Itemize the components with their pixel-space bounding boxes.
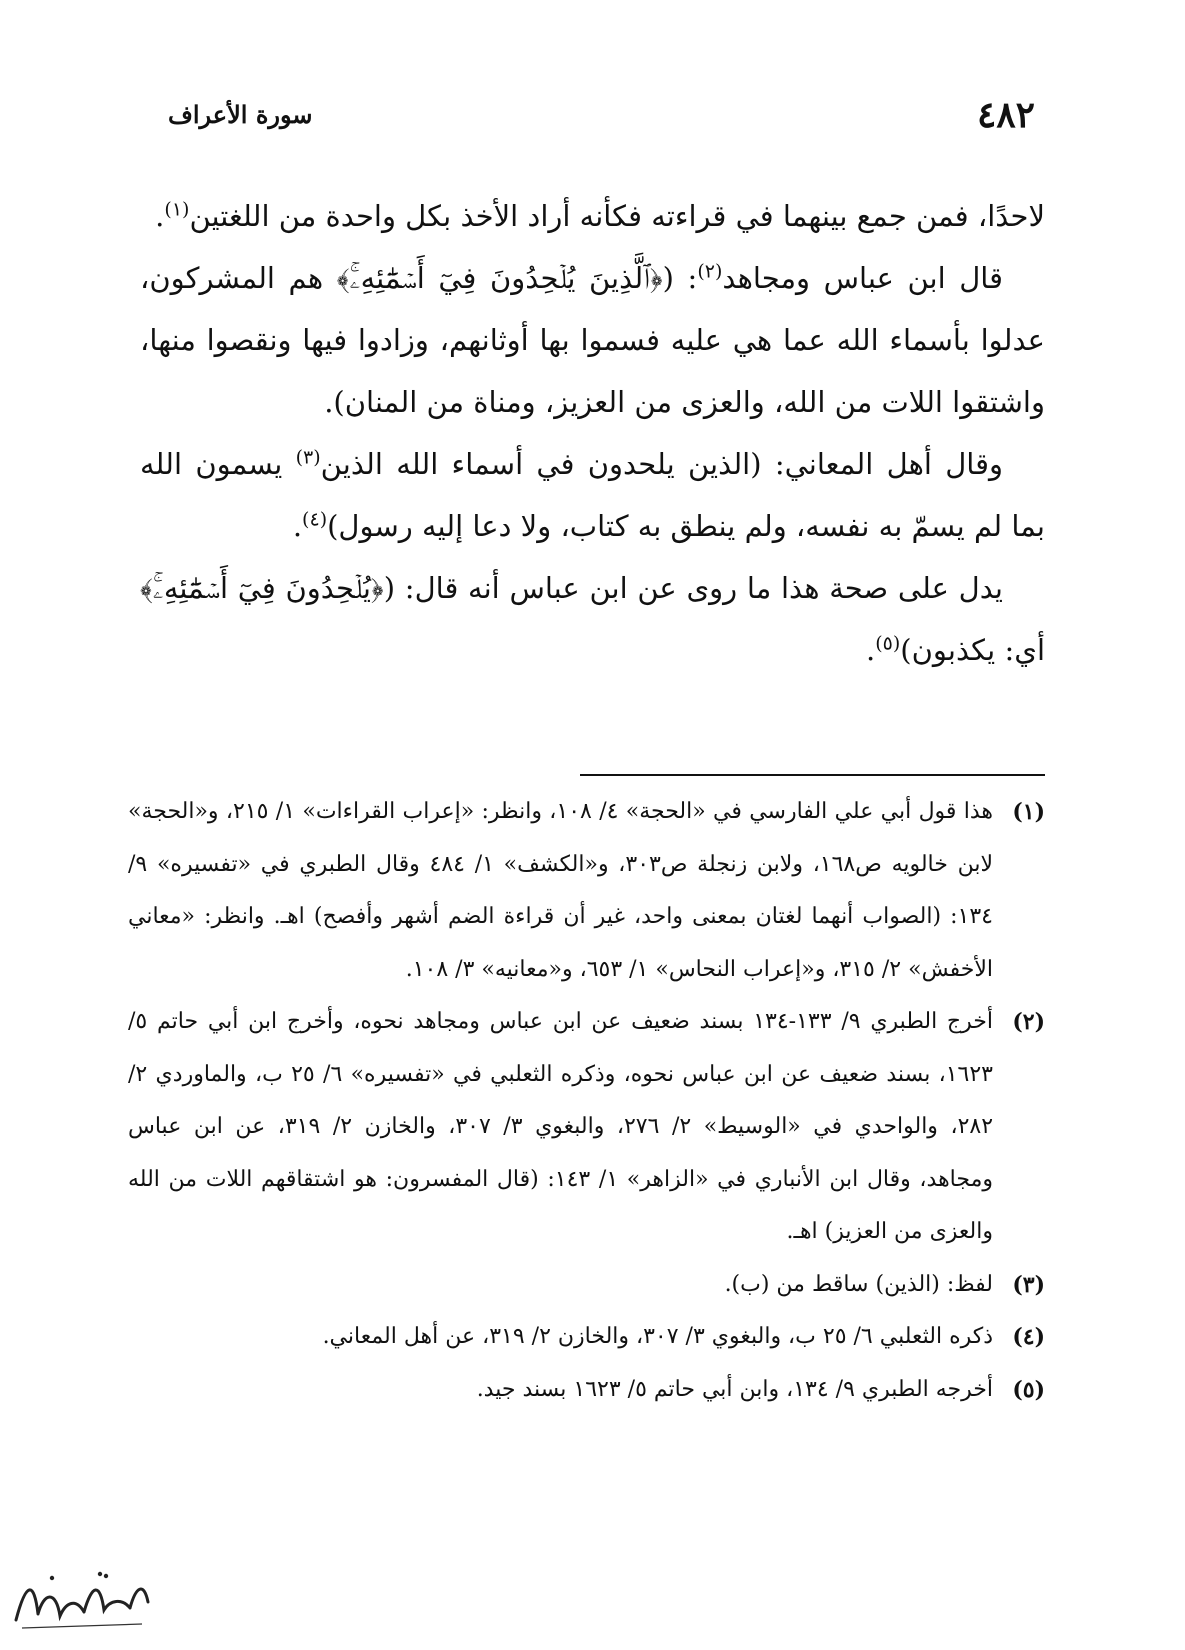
footnote-ref-1: (١)	[164, 198, 190, 221]
paragraph-2-colon: : (	[662, 261, 698, 295]
footnote-ref-2: (٢)	[697, 260, 723, 283]
paragraph-2-start: قال ابن عباس ومجاهد	[722, 261, 1004, 295]
footnote-text: أخرج الطبري ٩/ ١٣٣-١٣٤ بسند ضعيف عن ابن عباس ومجاهد نحوه، وأخرج ابن أبي حاتم ٥/ ١٦٢٣، بسند ضعيف عن ابن عباس نحوه، وذكره الثعلبي في «تفسيره» ٦/ ٢٥ ب، والماوردي ٢/ ٢٨٢، والواحدي في «الوسيط» ٢/ ٢٧٦، والبغوي ٣/ ٣٠٧، والخازن ٢/ ٣١٩، عن ابن عباس ومجاهد، وقال ابن الأنباري في «الزاهر» ١/ ١٤٣: (قال المفسرون: هو اشتقاقهم اللات من الله والعزى من العزيز) اهـ.	[128, 1009, 994, 1244]
quran-verse-2: ﴿يُلۡحِدُونَ فِيٓ أَسۡمَٰٓئِهِۦۚ﴾	[140, 571, 384, 605]
footnote-4	[128, 1311, 1045, 1364]
quran-verse-1: ﴿ٱلَّذِينَ يُلۡحِدُونَ فِيٓ أَسۡمَٰٓئِهِۦۚ﴾	[336, 261, 663, 295]
footnote-text: أخرجه الطبري ٩/ ١٣٤، وابن أبي حاتم ٥/ ١٦٢٣ بسند جيد.	[476, 1376, 993, 1402]
footnote-2	[128, 996, 1045, 1259]
surah-title: سورة الأعراف	[168, 100, 313, 129]
footnote-number: (٥)	[1012, 1376, 1045, 1403]
paragraph-3-end: .	[292, 509, 303, 543]
footnote-text: ذكره الثعلبي ٦/ ٢٥ ب، والبغوي ٣/ ٣٠٧، والخازن ٢/ ٣١٩، عن أهل المعاني.	[322, 1324, 993, 1349]
footnote-3	[128, 1259, 1045, 1312]
calligraphy-logo	[4, 1562, 154, 1636]
footnotes	[128, 786, 1045, 1416]
paragraph-1-end: .	[155, 199, 165, 233]
footnote-number: (١)	[1012, 799, 1045, 825]
paragraph-2	[140, 247, 1045, 433]
footnote-ref-4: (٤)	[302, 508, 328, 531]
footnote-ref-3: (٣)	[295, 446, 321, 469]
footnote-number: (٣)	[1012, 1271, 1045, 1298]
paragraph-1	[140, 185, 1045, 247]
footnote-divider	[580, 774, 1045, 776]
footnote-5	[128, 1364, 1045, 1417]
footnote-1	[128, 786, 1045, 996]
footnote-ref-5: (٥)	[875, 632, 901, 655]
running-header	[150, 92, 1035, 142]
page-number: ٤٨٢	[976, 94, 1035, 136]
footnote-number: (٤)	[1012, 1324, 1045, 1350]
paragraph-4	[140, 557, 1045, 681]
footnote-text: هذا قول أبي علي الفارسي في «الحجة» ٤/ ١٠٨، وانظر: «إعراب القراءات» ١/ ٢١٥، و«الحجة» لابن خالويه ص١٦٨، ولابن زنجلة ص٣٠٣، و«الكشف» ١/ ٤٨٤ وقال الطبري في «تفسيره» ٩/ ١٣٤: (الصواب أنهما لغتان بمعنى واحد، غير أن قراءة الضم أشهر وأفصح) اهـ. وانظر: «معاني الأخفش» ٢/ ٣١٥، و«إعراب النحاس» ١/ ٦٥٣، و«معانيه» ٣/ ١٠٨.	[128, 799, 994, 982]
footnote-number: (٢)	[1012, 1009, 1045, 1035]
paragraph-1-text: لاحدًا، فمن جمع بينهما في قراءته فكأنه أراد الأخذ بكل واحدة من اللغتين	[189, 199, 1045, 233]
paragraph-3-start: وقال أهل المعاني: (الذين يلحدون في أسماء الله الذين	[320, 447, 1003, 481]
paragraph-2-rest: هم المشركون، عدلوا بأسماء الله عما هي عليه فسموا بها أوثانهم، وزادوا فيها ونقصوا منها، واشتقوا اللات من الله، والعزى من العزيز، ومناة من المنان).	[140, 261, 1045, 419]
main-text	[140, 185, 1045, 681]
paragraph-3-mid: يسمون الله بما لم يسمّ به نفسه، ولم ينطق به كتاب، ولا دعا إليه رسول)	[140, 447, 1045, 543]
paragraph-4-start: يدل على صحة هذا ما روى عن ابن عباس أنه قال: (	[383, 571, 1003, 605]
footnote-text: لفظ: (الذين) ساقط من (ب).	[724, 1271, 993, 1297]
paragraph-4-rest: أي: يكذبون)	[900, 633, 1045, 667]
paragraph-3	[140, 433, 1045, 557]
paragraph-4-end: .	[866, 633, 876, 667]
